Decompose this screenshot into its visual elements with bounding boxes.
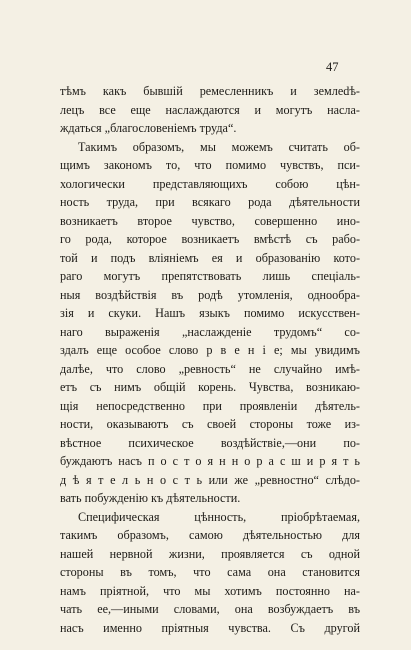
text-line: чать ее,—иными словами, она возбуждаетъ въ: [60, 602, 360, 616]
text-line: насъ именно пріятныя чувства. Съ другой: [60, 620, 360, 635]
text-line: етъ съ нимъ общій корень. Чувства, возникаю-: [60, 380, 360, 394]
text-line: буждаютъ насъ п о с т о я н н о р а с ш и р я т ь: [60, 454, 360, 468]
text-line: хологически представляющихъ собою цѣн-: [60, 176, 360, 191]
text-line: Такимъ образомъ, мы можемъ считать об-: [78, 139, 360, 154]
text-line: стороны въ томъ, что сама она становится: [60, 565, 360, 579]
text-line: ность труда, при всякаго рода дѣятельности: [60, 195, 360, 209]
text-line: ности, оказываютъ съ своей стороны тоже из-: [60, 417, 360, 431]
text-line: здалъ еще особое слово р в е н і е; мы увидимъ: [60, 343, 360, 357]
paragraph: [60, 82, 360, 138]
text-line: Специфическая цѣнность, пріобрѣтаемая,: [78, 509, 360, 524]
text-line: нашей нервной жизни, проявляется съ одной: [60, 546, 360, 561]
text-line: далѣе, что слово „ревность“ не случайно имѣ-: [60, 361, 360, 376]
text-line: тѣмъ какъ бывшій ремесленникъ и землedѣ-: [60, 84, 360, 98]
text-line: щія непосредственно при проявленіи дѣятель-: [60, 398, 360, 413]
text-line: щимъ закономъ то, что помимо чувствъ, пси-: [60, 158, 360, 172]
text-line: лецъ все еще наслаждаются и могутъ насла-: [60, 102, 360, 117]
text-line: раго могутъ препятствовать лишь спеціаль-: [60, 269, 360, 283]
paragraph: [60, 508, 360, 638]
text-line: зія и скуки. Нашъ языкъ помимо искусствен-: [60, 306, 360, 320]
text-line: вать побужденію къ дѣятельности.: [60, 491, 241, 505]
body-text: [60, 82, 360, 637]
text-line: наго выраженія „наслажденіе трудомъ“ со-: [60, 324, 360, 339]
page-number: 47: [326, 60, 339, 74]
text-line: вѣстное психическое воздѣйствіе,—они по-: [60, 435, 360, 450]
text-line: такимъ образомъ, самою дѣятельностью для: [60, 528, 360, 542]
text-line: го рода, которое возникаетъ вмѣстѣ съ рабо-: [60, 232, 360, 246]
text-line: д ѣ я т е л ь н о с т ь или же „ревностно“ слѣдо-: [60, 472, 360, 487]
text-line: намъ пріятной, что мы хотимъ постоянно на-: [60, 583, 360, 598]
text-line: ждаться „благословеніемъ труда“.: [60, 121, 237, 135]
text-line: ныя воздѣйствія въ родѣ утомленія, однообра-: [60, 287, 360, 302]
paragraph: [60, 138, 360, 508]
text-line: той и подъ вліяніемъ ея и образованію кото-: [60, 250, 360, 265]
text-line: возникаетъ второе чувство, совершенно ино-: [60, 213, 360, 228]
